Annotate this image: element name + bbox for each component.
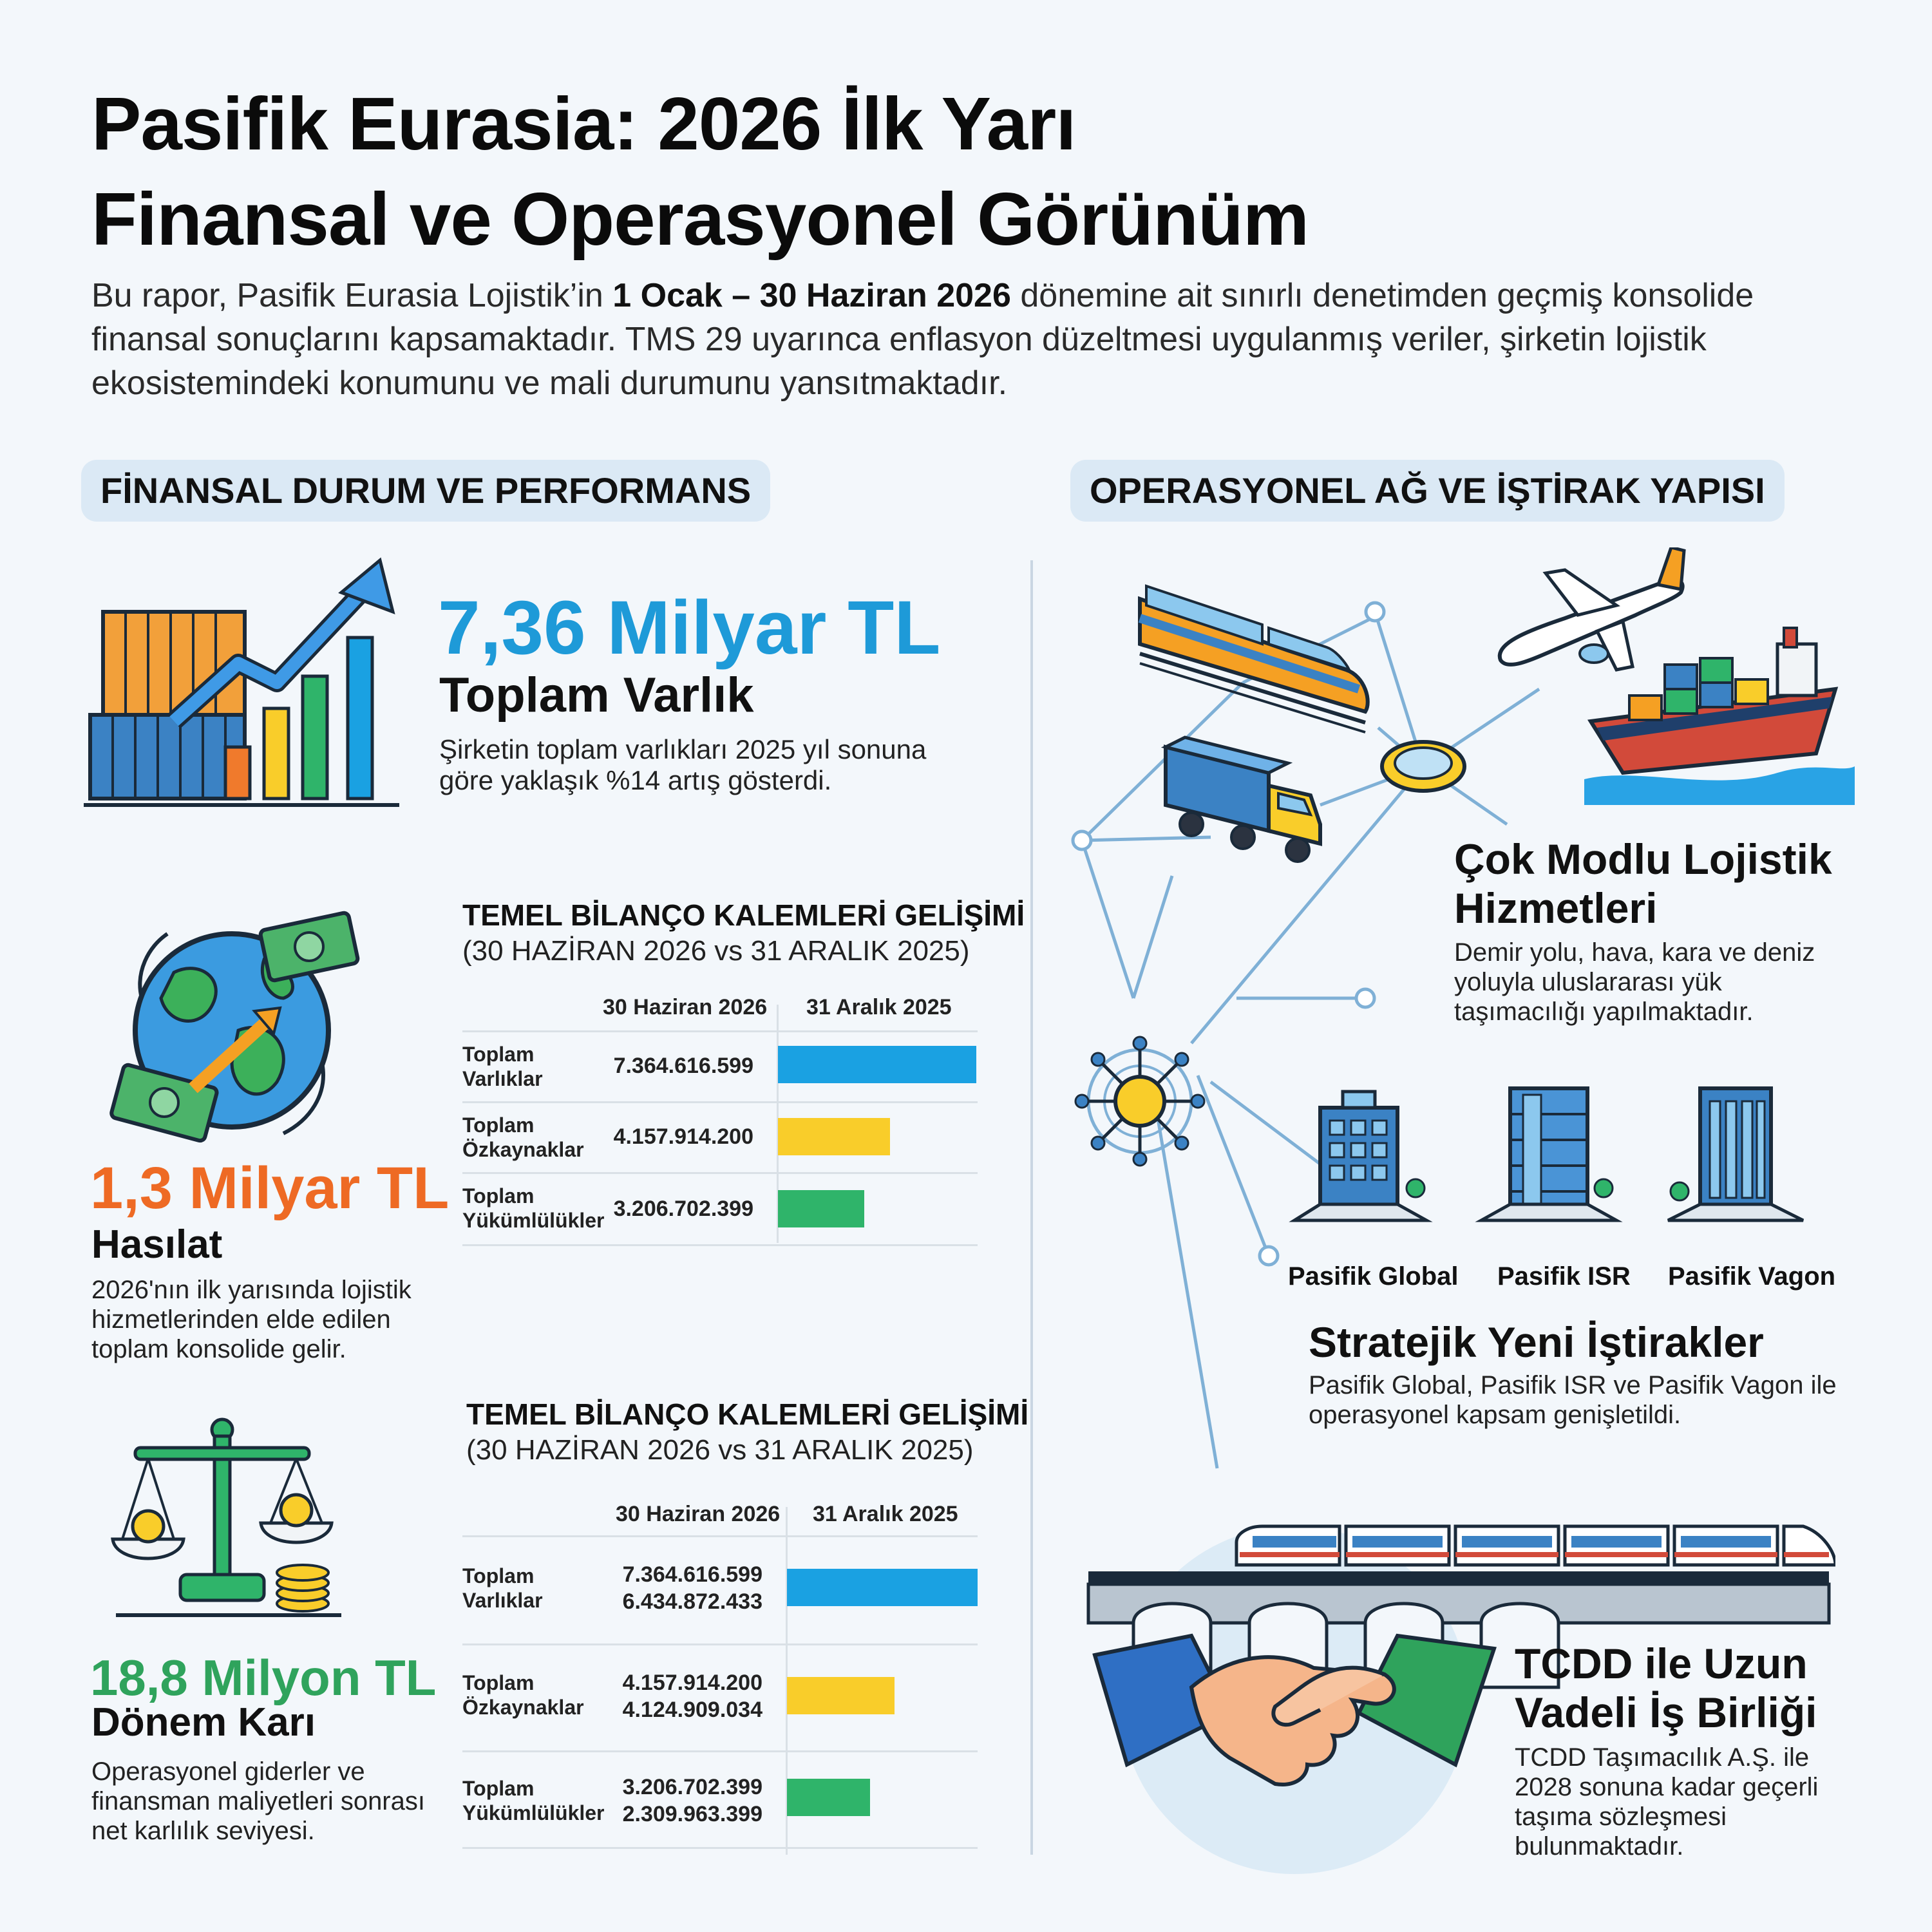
table1-row-value: 7.364.616.599 [613,1054,753,1078]
table2-bar-assets [787,1569,978,1606]
kpi-assets-desc-line: göre yaklaşık %14 artış gösterdi. [439,765,832,795]
table1-row-divider [462,1101,978,1103]
table2-row-values [612,1561,762,1615]
table1-row-value: 4.157.914.200 [613,1124,753,1149]
table1-row-label [462,1184,605,1233]
tcdd-desc-line: 2028 sonuna kadar geçerli [1515,1773,1819,1801]
table2-bar-equity [787,1677,895,1714]
value-2026: 3.206.702.399 [622,1775,762,1799]
subsidiaries-desc [1309,1370,1914,1430]
kpi-revenue-desc-line: 2026'nın ilk yarısında lojistik [91,1276,412,1304]
tcdd-desc-line: taşıma sözleşmesi [1515,1803,1727,1831]
intro-paragraph [91,274,1869,405]
growth-chart-icon [77,554,412,811]
kpi-revenue-desc [91,1275,452,1364]
table1-row-label [462,1113,584,1162]
multimodal-desc [1454,938,1905,1027]
train-icon [1133,573,1378,741]
multimodal-title-line: Çok Modlu Lojistik [1454,835,1832,883]
subsidiaries-desc-line: operasyonel kapsam genişletildi. [1309,1401,1681,1429]
intro-period: 1 Ocak – 30 Haziran 2026 [612,277,1011,314]
row-label-line: Toplam [462,1777,535,1800]
section-operational: OPERASYONEL AĞ VE İŞTİRAK YAPISI [1070,460,1785,522]
value-2025: 2.309.963.399 [622,1802,762,1826]
tcdd-title-line: TCDD ile Uzun [1515,1640,1808,1687]
row-label-line: Özkaynaklar [462,1696,584,1719]
table2-bottom-line [462,1847,978,1849]
kpi-assets-desc-line: Şirketin toplam varlıkları 2025 yıl sonuna [439,734,927,764]
value-2025: 4.124.909.034 [622,1698,762,1722]
multimodal-desc-line: taşımacılığı yapılmaktadır. [1454,998,1754,1026]
row-label-line: Toplam [462,1671,535,1694]
table2-col1-header: 30 Haziran 2026 [616,1502,781,1526]
table1-row-label [462,1042,543,1091]
table1-col2-header: 31 Aralık 2025 [806,995,952,1019]
tcdd-title [1515,1639,1817,1737]
table1-bar-assets [778,1046,976,1083]
value-2026: 7.364.616.599 [622,1562,762,1587]
table2-row-label [462,1671,584,1719]
table2-row-divider [462,1750,978,1752]
table1-divider [462,1030,978,1032]
tcdd-desc-line: bulunmaktadır. [1515,1832,1684,1861]
table2-row-label [462,1564,543,1613]
row-label-line: Toplam [462,1184,535,1208]
section-financial: FİNANSAL DURUM VE PERFORMANS [81,460,770,522]
column-divider [1030,560,1033,1855]
row-label-line: Varlıklar [462,1067,543,1090]
building-isr-icon [1475,1075,1623,1230]
value-2025: 6.434.872.433 [622,1589,762,1614]
table2-title: TEMEL BİLANÇO KALEMLERİ GELİŞİMİ [466,1397,1029,1431]
kpi-assets-value: 7,36 Milyar TL [438,585,941,670]
table1-subtitle: (30 HAZİRAN 2026 vs 31 ARALIK 2025) [462,935,970,967]
multimodal-desc-line: yoluyla uluslararası yük [1454,968,1722,996]
title-line-2: Finansal ve Operasyonel Görünüm [91,177,1309,261]
multimodal-title-line: Hizmetleri [1454,884,1658,932]
hub-network-icon [1069,1030,1211,1172]
table2-subtitle: (30 HAZİRAN 2026 vs 31 ARALIK 2025) [466,1434,974,1466]
table1-title: TEMEL BİLANÇO KALEMLERİ GELİŞİMİ [462,898,1025,932]
kpi-profit-desc-line: Operasyonel giderler ve [91,1757,365,1786]
multimodal-desc-line: Demir yolu, hava, kara ve deniz [1454,938,1815,967]
multimodal-title [1454,835,1832,933]
subsidiary-vagon: Pasifik Vagon [1668,1262,1836,1291]
table1-bar-liabilities [778,1190,864,1227]
kpi-profit-label: Dönem Karı [91,1700,316,1745]
row-label-line: Yükümlülükler [462,1209,605,1232]
table2-row-values [612,1669,762,1723]
kpi-profit-desc [91,1757,465,1846]
table1-row-value: 3.206.702.399 [613,1197,753,1221]
table1-bar-equity [778,1118,890,1155]
balance-scale-icon [109,1410,348,1623]
cargo-ship-icon [1584,618,1855,805]
kpi-profit-desc-line: finansman maliyetleri sonrası [91,1787,425,1815]
table2-bar-liabilities [787,1779,870,1816]
table1-row-divider [462,1172,978,1174]
title-line-1: Pasifik Eurasia: 2026 İlk Yarı [91,82,1076,166]
kpi-revenue-label: Hasılat [91,1222,223,1267]
subsidiary-global: Pasifik Global [1288,1262,1459,1291]
page-title [91,76,1573,267]
row-label-line: Özkaynaklar [462,1138,584,1161]
table2-row-label [462,1776,605,1825]
kpi-profit-desc-line: net karlılık seviyesi. [91,1817,315,1845]
intro-text-2: dönemine ait sınırlı denetimden geçmiş konsolide finansal sonuçlarını kapsamaktadır. TMS 29 uyarınca enflasyon düzeltmesi uygulanmış veriler, şirketin lojistik ekosistemindeki konumunu ve mali durumunu yansıtmaktadır. [91,277,1754,402]
kpi-revenue-desc-line: toplam konsolide gelir. [91,1335,346,1363]
kpi-assets-desc [439,734,993,796]
table2-row-divider [462,1643,978,1645]
kpi-revenue-value: 1,3 Milyar TL [90,1155,450,1221]
kpi-assets-label: Toplam Varlık [439,668,754,723]
row-label-line: Yükümlülükler [462,1801,605,1824]
row-label-line: Toplam [462,1113,535,1137]
table2-col2-header: 31 Aralık 2025 [813,1502,958,1526]
globe-money-icon [103,902,361,1146]
building-global-icon [1288,1082,1436,1230]
table1-bottom-line [462,1244,978,1246]
building-vagon-icon [1662,1075,1810,1230]
intro-text-1: Bu rapor, Pasifik Eurasia Lojistik’in [91,277,613,314]
table2-divider [462,1535,978,1537]
table2-row-values [612,1774,762,1828]
table1-col1-header: 30 Haziran 2026 [603,995,768,1019]
kpi-profit-value: 18,8 Milyon TL [90,1649,437,1706]
truck-icon [1159,734,1327,863]
tcdd-title-line: Vadeli İş Birliği [1515,1689,1817,1736]
row-label-line: Toplam [462,1564,535,1587]
value-2026: 4.157.914.200 [622,1671,762,1695]
subsidiary-isr: Pasifik ISR [1497,1262,1631,1291]
row-label-line: Varlıklar [462,1589,543,1612]
subsidiaries-title: Stratejik Yeni İştirakler [1309,1318,1764,1366]
subsidiaries-desc-line: Pasifik Global, Pasifik ISR ve Pasifik Vagon ile [1309,1371,1837,1399]
tcdd-desc-line: TCDD Taşımacılık A.Ş. ile [1515,1743,1810,1772]
tcdd-desc [1515,1743,1901,1861]
kpi-revenue-desc-line: hizmetlerinden elde edilen [91,1305,391,1334]
row-label-line: Toplam [462,1043,535,1066]
